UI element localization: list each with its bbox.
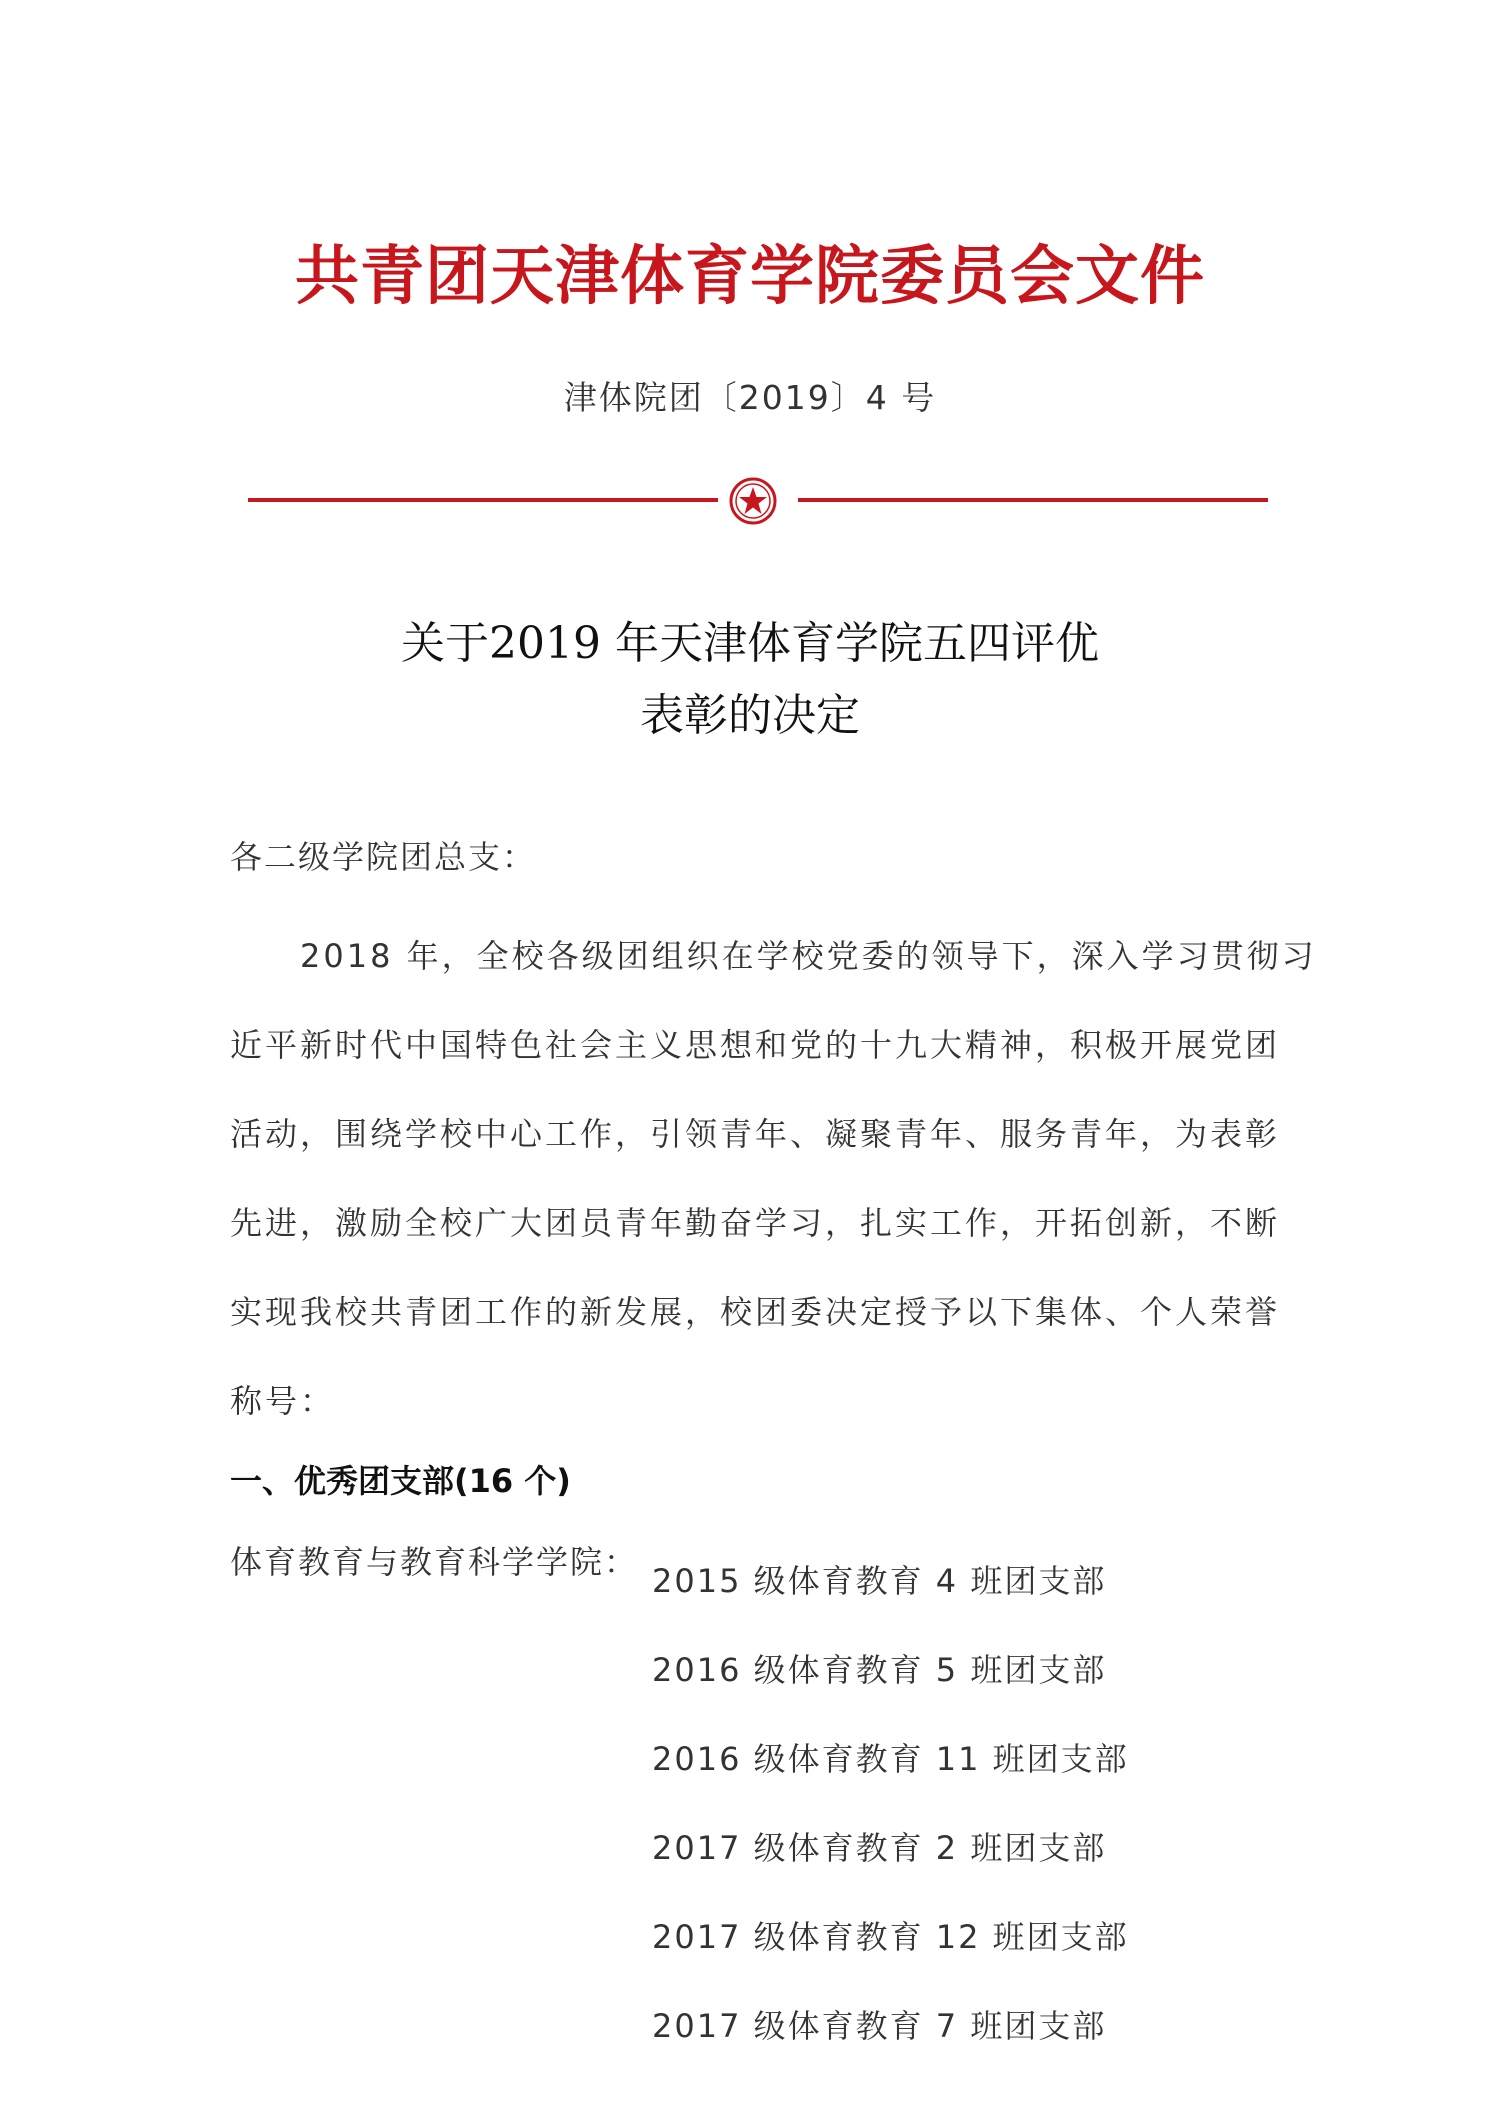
document-header-title: 共青团天津体育学院委员会文件 <box>295 240 1205 314</box>
body-line: 2018 年，全校各级团组织在学校党委的领导下，深入学习贯彻习 <box>230 937 1317 975</box>
list-item: 2016 级体育教育 11 班团支部 <box>652 1740 1129 1778</box>
decision-title <box>0 608 1500 752</box>
document-number: 津体院团〔2019〕4 号 <box>563 378 937 417</box>
list-item: 2017 级体育教育 12 班团支部 <box>652 1918 1129 1956</box>
decision-title-line-1: 关于2019 年天津体育学院五四评优 <box>401 618 1099 669</box>
body-line: 活动，围绕学校中心工作，引领青年、凝聚青年、服务青年，为表彰 <box>230 1115 1281 1153</box>
list-item: 2017 级体育教育 2 班团支部 <box>652 1829 1107 1867</box>
salutation: 各二级学院团总支： <box>230 838 537 876</box>
body-line: 先进，激励全校广大团员青年勤奋学习，扎实工作，开拓创新，不断 <box>230 1204 1281 1242</box>
header-divider-left <box>248 498 718 502</box>
body-line: 实现我校共青团工作的新发展，校团委决定授予以下集体、个人荣誉 <box>230 1293 1281 1331</box>
branch-list <box>652 1537 1129 2071</box>
college-label: 体育教育与教育科学学院： <box>230 1543 639 1581</box>
list-item: 2016 级体育教育 5 班团支部 <box>652 1651 1107 1689</box>
header-divider-right <box>798 498 1268 502</box>
section-heading-excellent-branches: 一、优秀团支部(16 个) <box>230 1462 571 1500</box>
body-line: 近平新时代中国特色社会主义思想和党的十九大精神，积极开展党团 <box>230 1026 1281 1064</box>
body-paragraph <box>230 912 1317 1446</box>
decision-title-line-2: 表彰的决定 <box>640 690 860 741</box>
list-item: 2015 级体育教育 4 班团支部 <box>652 1562 1107 1600</box>
league-emblem-icon <box>728 476 778 526</box>
list-item: 2017 级体育教育 7 班团支部 <box>652 2007 1107 2045</box>
body-line: 称号： <box>230 1382 336 1420</box>
